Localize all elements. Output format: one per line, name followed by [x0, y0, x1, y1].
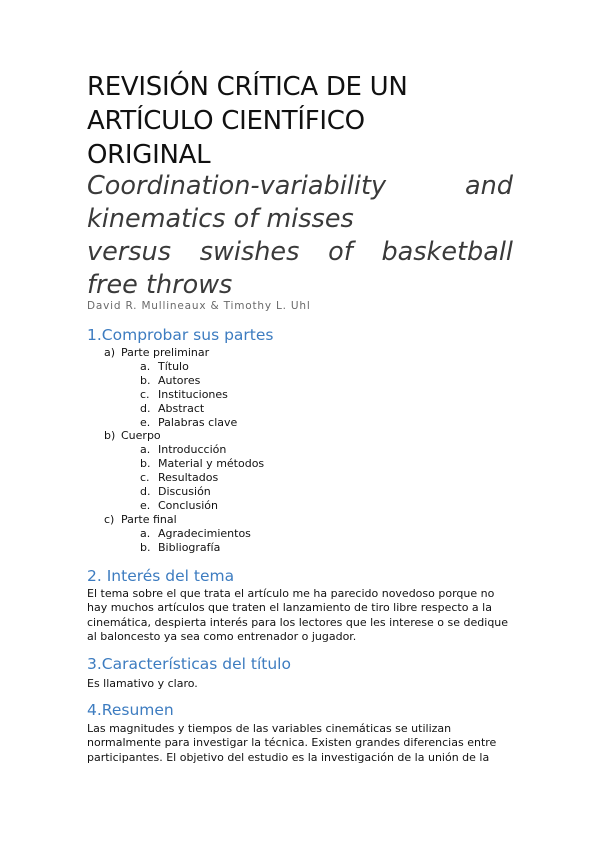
- list-marker: a): [104, 346, 116, 359]
- list-item-label: Introducción: [158, 443, 227, 457]
- summary-paragraph: [87, 722, 515, 765]
- list-item: [87, 374, 507, 388]
- list-item-label: Agradecimientos: [158, 526, 251, 540]
- list-item-label: Discusión: [158, 485, 211, 499]
- outline-group: [87, 513, 507, 527]
- list-marker: a.: [140, 443, 151, 457]
- list-marker: c.: [140, 471, 150, 485]
- list-item: [87, 360, 507, 374]
- list-item-label: Cuerpo: [121, 429, 161, 443]
- list-item-label: Parte preliminar: [121, 346, 210, 359]
- title-line: ORIGINAL: [87, 140, 211, 170]
- paragraph-line: al baloncesto ya sea como entrenador o jugador.: [87, 630, 357, 644]
- paragraph-line: Las magnitudes y tiempos de las variables cinemáticas se utilizan: [87, 722, 452, 735]
- section-heading-title-features: 3.Características del título: [87, 655, 291, 673]
- list-item-label: Bibliografía: [158, 540, 221, 554]
- paragraph-line: hay muchos artículos que traten el lanzamiento de tiro libre respecto a la: [87, 601, 492, 615]
- list-marker: b.: [140, 457, 151, 471]
- list-marker: c): [104, 512, 115, 526]
- article-title: [87, 170, 513, 302]
- list-item-label: Título: [158, 359, 189, 373]
- list-marker: a.: [140, 359, 151, 373]
- interest-paragraph: [87, 587, 515, 645]
- list-item: [87, 388, 507, 402]
- list-marker: e.: [140, 415, 151, 429]
- paragraph-line: cinemática, despierta interés para los lectores que les interese o se dedique: [87, 615, 509, 629]
- section-heading-parts: 1.Comprobar sus partes: [87, 326, 274, 344]
- list-item-label: Abstract: [158, 401, 205, 415]
- paragraph-line: normalmente para investigar la técnica. Existen grandes diferencias entre: [87, 736, 497, 750]
- list-item-label: Resultados: [158, 471, 219, 485]
- list-item: [87, 499, 507, 513]
- list-item-label: Conclusión: [158, 498, 218, 512]
- list-marker: b): [104, 429, 116, 443]
- paragraph-line: participantes. El objetivo del estudio es la investigación de la unión de la: [87, 750, 490, 764]
- section-heading-interest: 2. Interés del tema: [87, 567, 235, 585]
- list-marker: b.: [140, 373, 151, 387]
- article-title-line: Coordination-variability and: [87, 171, 513, 201]
- outline-group: [87, 429, 507, 443]
- paragraph-line: Es llamativo y claro.: [87, 677, 198, 690]
- list-item-label: Material y métodos: [158, 457, 265, 471]
- document-title: [87, 70, 517, 172]
- paragraph-line: El tema sobre el que trata el artículo me ha parecido novedoso porque no: [87, 587, 495, 600]
- outline-group: [87, 346, 507, 360]
- authors: David R. Mullineaux & Timothy L. Uhl: [87, 300, 311, 312]
- list-marker: b.: [140, 540, 151, 554]
- article-title-line: kinematics of misses: [87, 204, 354, 234]
- section-heading-summary: 4.Resumen: [87, 701, 174, 719]
- title-line: REVISIÓN CRÍTICA DE UN: [87, 72, 408, 102]
- list-item-label: Autores: [158, 373, 201, 387]
- list-item: [87, 471, 507, 485]
- title-line: ARTÍCULO CIENTÍFICO: [87, 106, 365, 136]
- list-item-label: Instituciones: [158, 387, 228, 401]
- list-item-label: Parte final: [121, 512, 177, 526]
- list-marker: d.: [140, 401, 151, 415]
- list-item: [87, 527, 507, 541]
- list-item-label: Palabras clave: [158, 415, 238, 429]
- list-item: [87, 416, 507, 430]
- list-item: [87, 402, 507, 416]
- list-marker: a.: [140, 526, 151, 540]
- list-marker: c.: [140, 387, 150, 401]
- article-title-line: free throws: [87, 270, 233, 300]
- list-item: [87, 457, 507, 471]
- list-marker: e.: [140, 498, 151, 512]
- title-features-paragraph: [87, 677, 515, 691]
- list-item: [87, 485, 507, 499]
- list-item: [87, 443, 507, 457]
- list-item: [87, 541, 507, 555]
- article-title-line: versus swishes of basketball: [87, 237, 513, 267]
- parts-outline: [87, 346, 507, 555]
- list-marker: d.: [140, 485, 151, 499]
